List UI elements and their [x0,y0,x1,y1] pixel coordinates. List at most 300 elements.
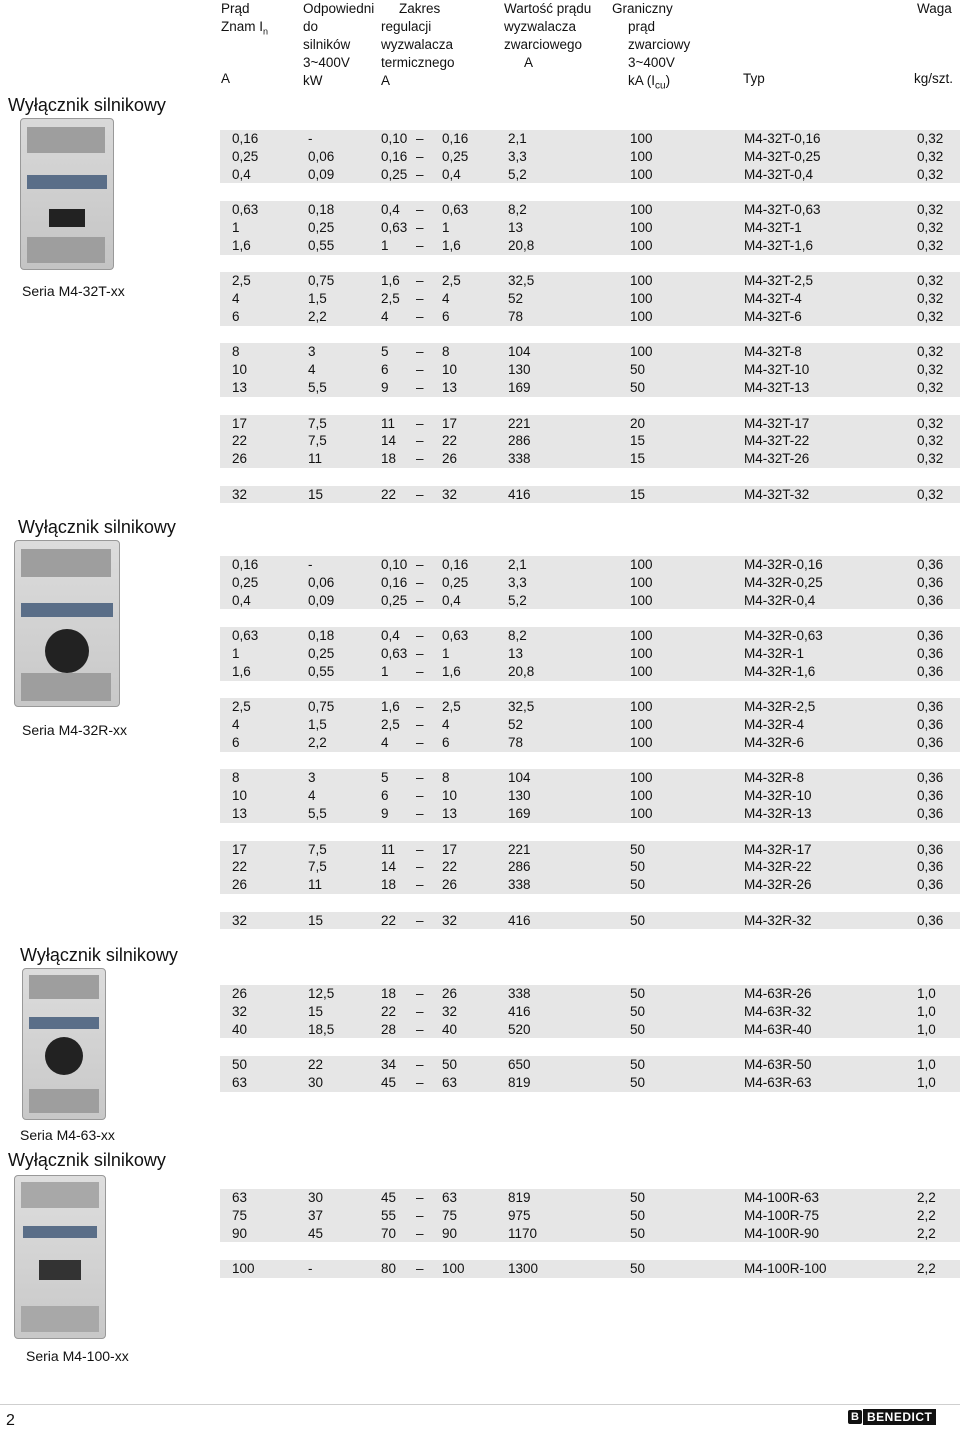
range-high: 22 [442,859,458,875]
range-low: 0,63 [381,220,408,235]
range-low: 18 [381,877,397,893]
rated-current: 0,63 [232,202,259,218]
type-code: M4-32R-2,5 [744,699,816,715]
logo-mark-icon: B [848,1410,862,1424]
type-code: M4-32T-17 [744,415,810,431]
range-high: 17 [442,841,458,857]
trip-current: 416 [508,486,531,502]
range-high: 0,16 [442,131,469,146]
trip-current: 130 [508,788,531,804]
type-code: M4-100R-100 [744,1261,827,1277]
row-group [220,343,960,396]
trip-current: 286 [508,859,531,875]
motor-power: 30 [308,1075,324,1090]
type-code: M4-32T-0,16 [744,131,821,146]
table-row [220,716,960,734]
header-unit-a: A [221,71,231,86]
range-high: 32 [442,912,458,928]
breaking-capacity: 100 [630,202,653,218]
breaking-capacity: 50 [630,1225,646,1241]
type-code: M4-32T-13 [744,380,810,396]
rated-current: 0,4 [232,166,251,182]
motor-power: 5,5 [308,806,327,822]
range-low: 34 [381,1057,397,1073]
motor-power: 1,5 [308,717,327,733]
type-code: M4-32T-1,6 [744,237,814,253]
range-high: 26 [442,986,458,1001]
weight: 0,36 [917,699,944,715]
range-high: 8 [442,770,450,786]
weight: 0,36 [917,557,944,572]
table-row [220,627,960,645]
row-group [220,486,960,504]
motor-power: 0,18 [308,202,335,218]
weight: 0,32 [917,220,944,235]
weight: 0,32 [917,273,944,289]
trip-current: 1170 [508,1225,538,1241]
range-dash: – [416,291,424,307]
weight: 1,0 [917,1057,936,1073]
rated-current: 10 [232,788,248,804]
table-row [220,432,960,450]
range-high: 13 [442,806,458,822]
range-high: 0,16 [442,557,469,572]
trip-current: 2,1 [508,131,527,146]
range-dash: – [416,433,424,449]
row-group [220,985,960,1038]
range-low: 14 [381,859,397,875]
trip-current: 221 [508,841,531,857]
type-code: M4-32R-32 [744,912,812,928]
breaking-capacity: 50 [630,380,646,396]
range-high: 1,6 [442,237,461,253]
motor-power: 0,55 [308,663,335,679]
company-logo [848,1409,936,1425]
section-title: Wyłącznik silnikowy [8,95,166,115]
trip-current: 3,3 [508,148,527,164]
range-low: 2,5 [381,291,400,307]
trip-current: 104 [508,770,531,786]
range-high: 8 [442,344,450,360]
motor-power: 2,2 [308,735,327,750]
range-dash: – [416,646,424,661]
range-dash: – [416,309,424,324]
weight: 1,0 [917,1021,936,1037]
weight: 1,0 [917,986,936,1001]
motor-power: 11 [308,877,323,893]
breaking-capacity: 100 [630,646,653,661]
motor-power: 7,5 [308,859,327,875]
rated-current: 13 [232,806,248,822]
range-high: 75 [442,1207,458,1223]
range-dash: – [416,415,424,431]
header-col-current: Prąd Znam $I_n$ [221,1,269,37]
trip-current: 13 [508,220,524,235]
type-code: M4-63R-63 [744,1075,812,1090]
range-dash: – [416,699,424,715]
range-low: 22 [381,486,397,502]
range-low: 4 [381,735,389,750]
table-row [220,1260,960,1278]
table-row [220,1225,960,1243]
rated-current: 2,5 [232,273,251,289]
breaking-capacity: 100 [630,344,653,360]
breaking-capacity: 100 [630,699,653,715]
table-row [220,148,960,166]
table-row [220,308,960,326]
trip-current: 52 [508,291,524,307]
range-high: 0,4 [442,592,461,608]
range-high: 4 [442,291,450,307]
weight: 1,0 [917,1075,936,1090]
motor-power: 7,5 [308,841,327,857]
breaking-capacity: 100 [630,735,653,750]
table-row [220,1003,960,1021]
header-col-type: Typ [743,71,765,86]
motor-power: 45 [308,1225,324,1241]
range-low: 45 [381,1190,397,1205]
breaking-capacity: 50 [630,912,646,928]
product-image-m4-100 [14,1175,106,1339]
breaking-capacity: 100 [630,237,653,253]
table-row [220,592,960,610]
motor-power: 22 [308,1057,324,1073]
breaking-capacity: 100 [630,592,653,608]
type-code: M4-63R-26 [744,986,812,1001]
range-high: 26 [442,451,458,467]
footer-divider [0,1404,960,1405]
motor-power: 37 [308,1207,324,1223]
motor-power: 30 [308,1190,324,1205]
rated-current: 13 [232,380,248,396]
type-code: M4-32R-0,25 [744,574,823,590]
trip-current: 20,8 [508,237,535,253]
range-dash: – [416,557,424,572]
series-label: Seria M4-32T-xx [22,283,125,299]
breaking-capacity: 100 [630,273,653,289]
motor-power: 4 [308,788,316,804]
type-code: M4-100R-75 [744,1207,820,1223]
table-row [220,290,960,308]
type-code: M4-32R-6 [744,735,805,750]
product-image-m4-32t [20,118,114,270]
row-group [220,130,960,183]
range-dash: – [416,1190,424,1205]
section-table-m4-100 [220,1189,960,1296]
range-low: 1 [381,663,389,679]
range-low: 0,16 [381,574,408,590]
page-number: 2 [6,1412,15,1429]
section-title: Wyłącznik silnikowy [18,517,176,537]
range-low: 9 [381,380,389,396]
type-code: M4-32T-0,63 [744,202,821,218]
weight: 0,32 [917,237,944,253]
range-low: 9 [381,806,389,822]
range-low: 0,4 [381,628,400,644]
rated-current: 26 [232,986,248,1001]
type-code: M4-32R-0,16 [744,557,823,572]
weight: 1,0 [917,1003,936,1019]
motor-power: 3 [308,770,316,786]
motor-power: 0,18 [308,628,335,644]
range-low: 1 [381,237,389,253]
type-code: M4-32R-10 [744,788,812,804]
range-high: 100 [442,1261,465,1277]
trip-current: 20,8 [508,663,535,679]
row-group [220,769,960,822]
range-low: 18 [381,451,397,467]
header-col-weight: Waga [917,1,952,16]
table-row [220,805,960,823]
range-high: 4 [442,717,450,733]
range-high: 32 [442,486,458,502]
row-group [220,627,960,680]
range-high: 63 [442,1190,458,1205]
type-code: M4-100R-90 [744,1225,820,1241]
table-row [220,379,960,397]
motor-power: 2,2 [308,309,327,324]
breaking-capacity: 50 [630,362,646,378]
range-dash: – [416,1021,424,1037]
range-dash: – [416,1003,424,1019]
motor-power: 7,5 [308,415,327,431]
range-dash: – [416,273,424,289]
weight: 0,32 [917,451,944,467]
weight: 2,2 [917,1261,936,1277]
type-code: M4-32R-0,63 [744,628,823,644]
range-dash: – [416,344,424,360]
type-code: M4-32T-32 [744,486,810,502]
rated-current: 26 [232,877,248,893]
range-dash: – [416,380,424,396]
rated-current: 40 [232,1021,248,1037]
range-high: 1,6 [442,663,461,679]
motor-power: - [308,1261,313,1277]
rated-current: 32 [232,486,248,502]
trip-current: 104 [508,344,531,360]
range-high: 2,5 [442,699,461,715]
range-high: 1 [442,220,450,235]
table-row [220,166,960,184]
breaking-capacity: 50 [630,877,646,893]
range-dash: – [416,1261,424,1277]
rated-current: 100 [232,1261,255,1277]
motor-power: 0,75 [308,699,335,715]
trip-current: 819 [508,1075,531,1090]
type-code: M4-32R-4 [744,717,805,733]
weight: 2,2 [917,1190,936,1205]
range-low: 2,5 [381,717,400,733]
rated-current: 4 [232,717,240,733]
table-row [220,734,960,752]
trip-current: 2,1 [508,557,527,572]
trip-current: 169 [508,380,531,396]
range-low: 6 [381,362,389,378]
breaking-capacity: 50 [630,1190,646,1205]
weight: 0,36 [917,859,944,875]
header-col-trip: Wartość prądu wyzwalacza zwarciowego A [504,1,592,70]
range-high: 90 [442,1225,458,1241]
table-row [220,130,960,148]
table-row [220,201,960,219]
range-dash: – [416,877,424,893]
range-dash: – [416,788,424,804]
breaking-capacity: 100 [630,574,653,590]
trip-current: 3,3 [508,574,527,590]
range-dash: – [416,628,424,644]
type-code: M4-32T-10 [744,362,810,378]
table-row [220,556,960,574]
motor-power: 3 [308,344,316,360]
type-code: M4-32T-0,25 [744,148,821,164]
weight: 0,36 [917,592,944,608]
range-high: 10 [442,788,458,804]
table-row [220,361,960,379]
range-low: 1,6 [381,699,400,715]
row-group [220,272,960,325]
product-image-m4-63 [22,968,106,1120]
range-low: 22 [381,1003,397,1019]
weight: 0,36 [917,788,944,804]
range-dash: – [416,362,424,378]
motor-power: 15 [308,1003,324,1019]
motor-power: 18,5 [308,1021,335,1037]
table-row [220,876,960,894]
trip-current: 8,2 [508,202,527,218]
weight: 0,32 [917,166,944,182]
range-high: 6 [442,309,450,324]
range-low: 0,63 [381,646,408,661]
rated-current: 0,25 [232,148,259,164]
breaking-capacity: 20 [630,415,646,431]
series-label: Seria M4-100-xx [26,1348,129,1364]
range-high: 10 [442,362,458,378]
trip-current: 5,2 [508,166,527,182]
rated-current: 63 [232,1075,248,1090]
rated-current: 0,63 [232,628,259,644]
rated-current: 10 [232,362,248,378]
rated-current: 0,16 [232,557,259,572]
header-col-breaking: Graniczny prąd zwarciowy 3~400V kA $(I_{cu})$ [612,1,691,92]
weight: 0,32 [917,415,944,431]
breaking-capacity: 100 [630,131,653,146]
type-code: M4-63R-32 [744,1003,812,1019]
range-dash: – [416,859,424,875]
table-row [220,985,960,1003]
section-table-m4-32r [220,556,960,947]
range-dash: – [416,131,424,146]
type-code: M4-32T-0,4 [744,166,814,182]
table-row [220,698,960,716]
type-code: M4-32T-4 [744,291,802,307]
weight: 0,36 [917,770,944,786]
weight: 0,32 [917,380,944,396]
range-low: 70 [381,1225,397,1241]
trip-current: 338 [508,451,531,467]
table-row [220,1056,960,1074]
weight: 0,32 [917,148,944,164]
range-dash: – [416,986,424,1001]
motor-power: 4 [308,362,316,378]
range-low: 18 [381,986,397,1001]
weight: 0,32 [917,433,944,449]
series-label: Seria M4-32R-xx [22,722,128,738]
motor-power: 0,25 [308,646,335,661]
type-code: M4-32T-2,5 [744,273,814,289]
section-title: Wyłącznik silnikowy [8,1150,166,1170]
range-low: 45 [381,1075,397,1090]
range-low: 80 [381,1261,397,1277]
rated-current: 2,5 [232,699,251,715]
range-dash: – [416,220,424,235]
rated-current: 63 [232,1190,248,1205]
table-row [220,219,960,237]
breaking-capacity: 100 [630,309,653,324]
trip-current: 286 [508,433,531,449]
weight: 0,32 [917,309,944,324]
trip-current: 650 [508,1057,531,1073]
table-row [220,912,960,930]
range-low: 28 [381,1021,397,1037]
range-low: 5 [381,770,389,786]
motor-power: 0,09 [308,592,335,608]
motor-power: 15 [308,486,324,502]
table-row [220,1189,960,1207]
trip-current: 8,2 [508,628,527,644]
range-high: 0,4 [442,166,461,182]
trip-current: 78 [508,309,524,324]
range-low: 14 [381,433,397,449]
table-row [220,663,960,681]
table-row [220,237,960,255]
weight: 0,36 [917,841,944,857]
range-low: 22 [381,912,397,928]
range-dash: – [416,166,424,182]
range-high: 2,5 [442,273,461,289]
type-code: M4-32T-22 [744,433,810,449]
range-dash: – [416,592,424,608]
breaking-capacity: 100 [630,628,653,644]
section-table-m4-32t [220,130,960,521]
range-dash: – [416,486,424,502]
motor-power: 7,5 [308,433,327,449]
motor-power: 0,06 [308,148,335,164]
weight: 0,36 [917,574,944,590]
rated-current: 6 [232,309,240,324]
weight: 0,36 [917,735,944,750]
rated-current: 0,4 [232,592,251,608]
type-code: M4-63R-50 [744,1057,812,1073]
table-row [220,574,960,592]
row-group [220,415,960,468]
table-row [220,1021,960,1039]
range-dash: – [416,1057,424,1073]
breaking-capacity: 100 [630,291,653,307]
range-high: 32 [442,1003,458,1019]
range-high: 17 [442,415,458,431]
range-dash: – [416,237,424,253]
section-title: Wyłącznik silnikowy [20,945,178,965]
range-dash: – [416,770,424,786]
rated-current: 90 [232,1225,248,1241]
range-high: 1 [442,646,450,661]
row-group [220,698,960,751]
weight: 0,36 [917,628,944,644]
breaking-capacity: 100 [630,220,653,235]
breaking-capacity: 50 [630,1003,646,1019]
range-high: 0,25 [442,574,469,590]
table-row [220,769,960,787]
